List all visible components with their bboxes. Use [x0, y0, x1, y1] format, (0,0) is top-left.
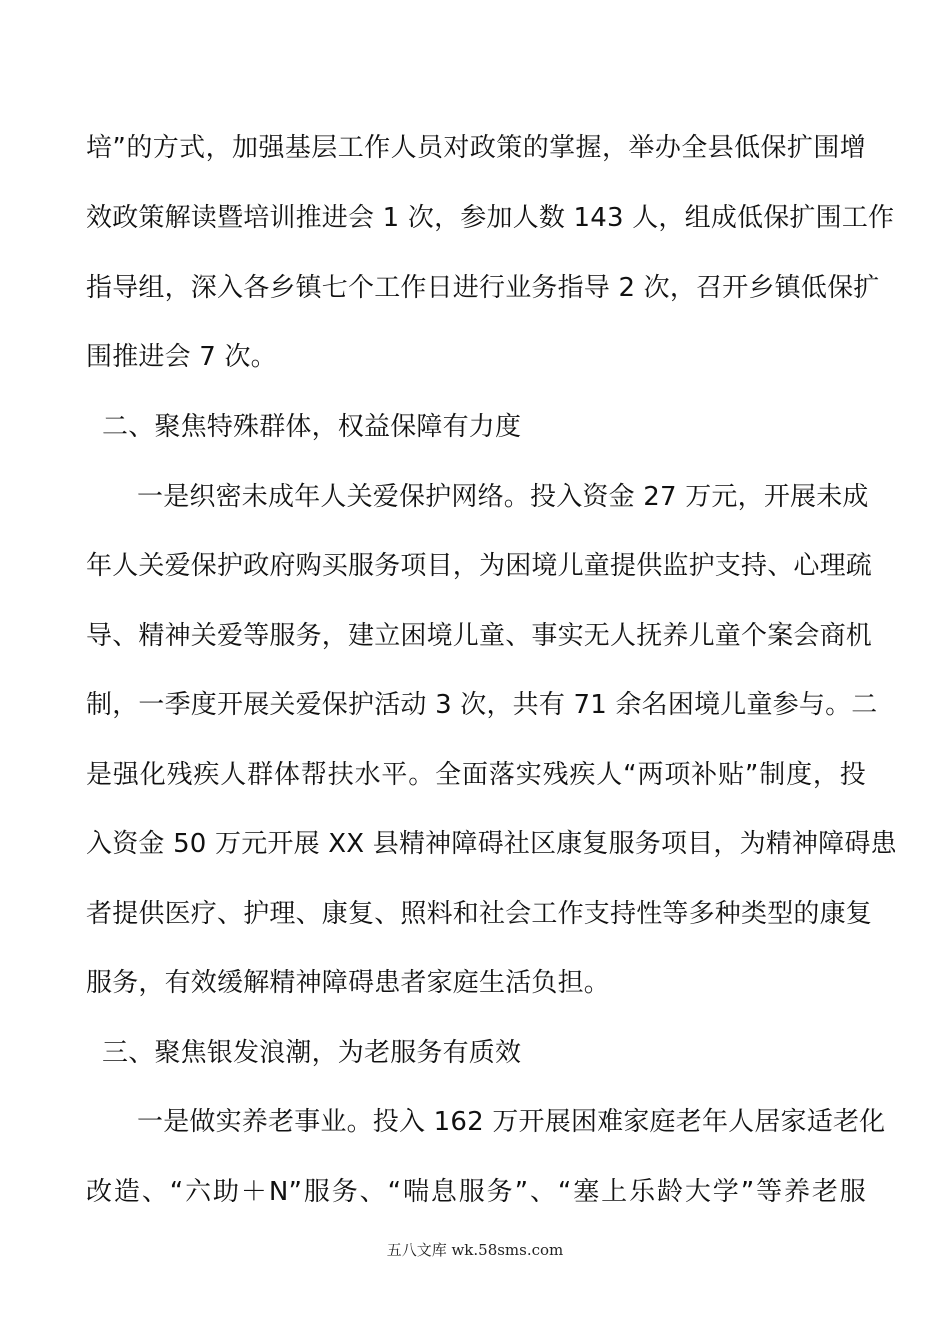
body-text-line: 入资金 50 万元开展 XX 县精神障碍社区康复服务项目，为精神障碍患: [86, 829, 897, 859]
body-text-line: 效政策解读暨培训推进会 1 次，参加人数 143 人，组成低保扩围工作: [86, 203, 895, 233]
body-text-line: 改造、“六助＋N”服务、“喘息服务”、“塞上乐龄大学”等养老服: [86, 1177, 866, 1207]
body-text-line: 服务，有效缓解精神障碍患者家庭生活负担。: [86, 968, 611, 998]
body-text-line: 培”的方式，加强基层工作人员对政策的掌握，举办全县低保扩围增: [86, 133, 866, 163]
section-heading: 三、聚焦银发浪潮，为老服务有质效: [102, 1038, 522, 1068]
body-text-line: 制，一季度开展关爱保护活动 3 次，共有 71 余名困境儿童参与。二: [86, 690, 878, 720]
body-text-line: 一是织密未成年人关爱保护网络。投入资金 27 万元，开展未成: [137, 482, 869, 512]
body-text-line: 年人关爱保护政府购买服务项目，为困境儿童提供监护支持、心理疏: [86, 551, 873, 581]
section-heading: 二、聚焦特殊群体，权益保障有力度: [102, 412, 522, 442]
body-text-line: 指导组，深入各乡镇七个工作日进行业务指导 2 次，召开乡镇低保扩: [86, 273, 880, 303]
body-text-line: 是强化残疾人群体帮扶水平。全面落实残疾人“两项补贴”制度，投: [86, 760, 866, 790]
body-text-line: 一是做实养老事业。投入 162 万开展困难家庭老年人居家适老化: [137, 1107, 886, 1137]
page-footer-watermark: 五八文库 wk.58sms.com: [386, 1241, 564, 1259]
body-text-line: 者提供医疗、护理、康复、照料和社会工作支持性等多种类型的康复: [86, 899, 873, 929]
body-text-line: 围推进会 7 次。: [86, 342, 277, 372]
body-text-line: 导、精神关爱等服务，建立困境儿童、事实无人抚养儿童个案会商机: [86, 621, 873, 651]
